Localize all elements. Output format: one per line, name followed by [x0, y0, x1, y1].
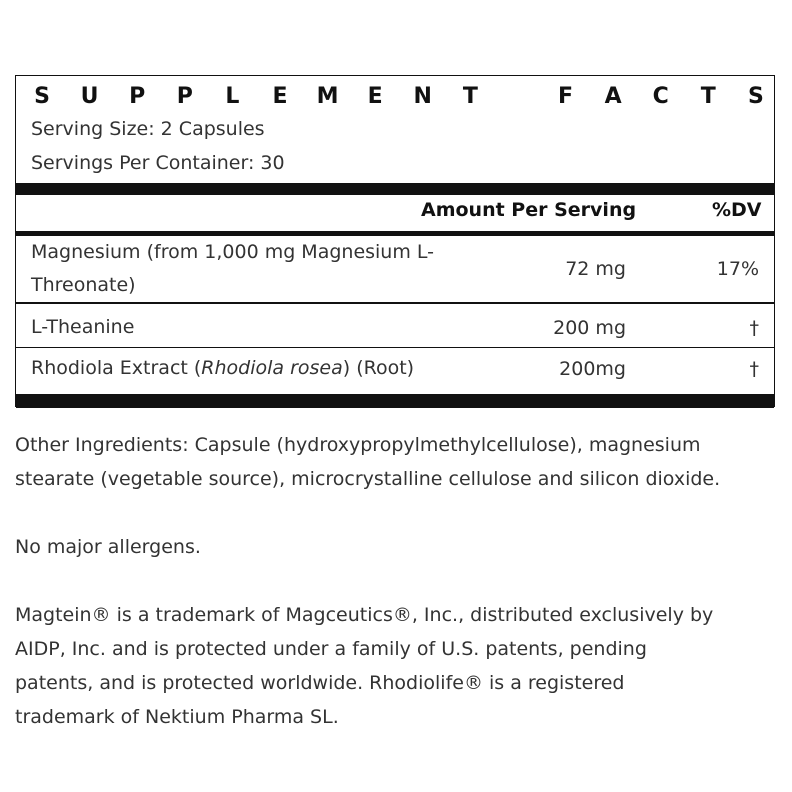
title-letter: E — [367, 84, 383, 109]
supplement-facts-panel — [15, 75, 775, 407]
title-letter: E — [272, 84, 288, 109]
row-divider — [16, 302, 774, 304]
title-letter: P — [129, 84, 146, 109]
trademark-line: Magtein® is a trademark of Magceutics®, Inc., distributed exclusively by — [15, 604, 714, 626]
nutrient-name: L-Theanine — [31, 316, 135, 338]
trademark-notice — [15, 598, 775, 734]
other-ingredients-line: stearate (vegetable source), microcrystalline cellulose and silicon dioxide. — [15, 468, 721, 490]
title-letter: M — [316, 84, 339, 109]
title-letter: U — [80, 84, 99, 109]
trademark-line: AIDP, Inc. and is protected under a family of U.S. patents, pending — [15, 638, 647, 660]
title-letter: P — [176, 84, 193, 109]
allergen-statement: No major allergens. — [15, 536, 201, 558]
other-ingredients-line: Other Ingredients: Capsule (hydroxypropylmethylcellulose), magnesium — [15, 434, 701, 456]
nutrient-dv: 17% — [716, 258, 759, 280]
nutrient-amount: 72 mg — [565, 258, 626, 280]
serving-size: Serving Size: 2 Capsules — [31, 118, 265, 140]
nutrient-name: Magnesium (from 1,000 mg Magnesium L- — [31, 241, 435, 263]
title-letter: N — [413, 84, 432, 109]
other-ingredients — [15, 428, 775, 496]
supplement-facts-title — [31, 84, 767, 109]
servings-per-container: Servings Per Container: 30 — [31, 152, 285, 174]
footer-divider-bar — [16, 394, 774, 408]
nutrient-amount: 200mg — [559, 358, 626, 380]
row-divider — [16, 347, 774, 348]
title-letter: T — [700, 84, 716, 109]
title-letter: T — [462, 84, 478, 109]
title-letter: L — [225, 84, 240, 109]
title-letter: S — [747, 84, 764, 109]
nutrient-dv: † — [749, 317, 759, 339]
dv-header: %DV — [712, 199, 762, 221]
amount-per-serving-header: Amount Per Serving — [421, 199, 637, 221]
title-letter — [507, 84, 529, 109]
title-letter: C — [652, 84, 669, 109]
nutrient-name-continued: Threonate) — [31, 274, 136, 296]
header-divider-bar — [16, 183, 774, 195]
trademark-line: patents, and is protected worldwide. Rhodiolife® is a registered — [15, 672, 625, 694]
nutrient-name: Rhodiola Extract (Rhodiola rosea) (Root) — [31, 357, 415, 379]
nutrient-amount: 200 mg — [553, 317, 626, 339]
trademark-line: trademark of Nektium Pharma SL. — [15, 706, 339, 728]
title-letter: A — [604, 84, 622, 109]
nutrient-dv: † — [749, 358, 759, 380]
title-letter: F — [558, 84, 574, 109]
title-letter: S — [34, 84, 50, 109]
